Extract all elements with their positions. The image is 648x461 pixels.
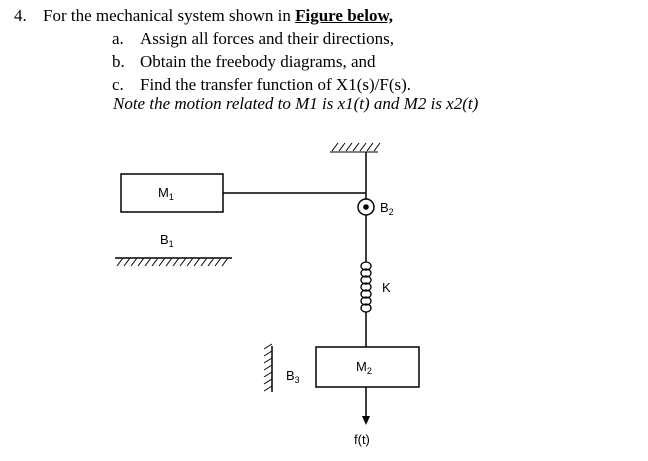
force-label: f(t) [354,432,370,447]
question-number: 4. [14,6,27,25]
item-letter: a. [112,29,124,48]
damper-b2-center [363,204,369,210]
spring-k-label: K [382,280,391,295]
mass-m2-label: $M_2$ [356,359,372,376]
figure-reference: Figure below, [295,6,394,25]
damper-b3-label: $B_3$ [286,368,300,385]
ceiling-ground [330,143,380,152]
damper-b2-label: $B_2$ [380,200,394,217]
mass-m1-label: $M_1$ [158,185,174,202]
wall-ground [264,344,272,392]
item-letter: c. [112,75,124,94]
spring-k [361,262,371,312]
item-text: Find the transfer function of X1(s)/F(s). [140,75,412,94]
force-arrow-head [362,416,370,425]
item-text: Obtain the freebody diagrams, and [140,52,376,71]
item-text: Assign all forces and their directions, [140,29,394,48]
floor-ground [115,258,232,266]
damper-b1-label: $B_1$ [160,232,174,249]
question-intro: For the mechanical system shown in [43,6,296,25]
motion-note: Note the motion related to M1 is x1(t) and M2 is x2(t) [113,94,479,113]
item-letter: b. [112,52,125,71]
